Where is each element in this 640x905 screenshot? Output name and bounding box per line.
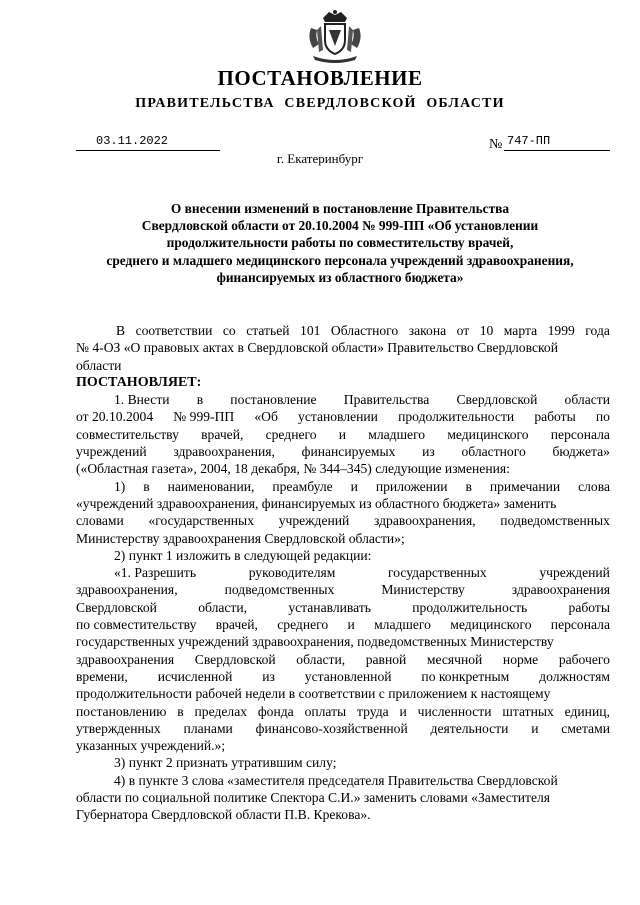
word: здравоохранения, bbox=[76, 582, 178, 598]
body-line: области по социальной политике Спектора С.И.» заменить словами «Заместителя bbox=[76, 790, 551, 806]
word: труда bbox=[357, 703, 389, 719]
body-line bbox=[76, 668, 610, 685]
word: года bbox=[585, 323, 610, 338]
body-line bbox=[76, 720, 610, 737]
word: пределах bbox=[194, 703, 248, 719]
word: равной bbox=[365, 651, 407, 667]
word: планами bbox=[183, 720, 233, 736]
word: здравоохранения, bbox=[374, 513, 476, 529]
date-field: 03.11.2022 bbox=[76, 133, 220, 151]
document-heading bbox=[70, 200, 610, 286]
word: деятельности bbox=[430, 720, 509, 736]
word: единиц, bbox=[564, 703, 610, 719]
word: должностям bbox=[539, 668, 610, 684]
number-label: № bbox=[489, 137, 503, 152]
word: области bbox=[564, 392, 610, 408]
body-line: 2) пункт 1 изложить в следующей редакции: bbox=[114, 547, 372, 563]
word: постановлению bbox=[76, 703, 167, 719]
word: № 999-ПП bbox=[173, 409, 235, 425]
word: финансируемых bbox=[301, 444, 396, 460]
body-line bbox=[76, 703, 610, 720]
word: Правительства bbox=[343, 392, 430, 408]
word: утвержденных bbox=[76, 720, 161, 736]
body-line: государственных учреждений здравоохранения, подведомственных Министерству bbox=[76, 634, 554, 650]
body-line: («Областная газета», 2004, 18 декабря, № 344–345) следующие изменения: bbox=[76, 461, 510, 477]
word: примечании bbox=[489, 478, 561, 494]
number-field: 747-ПП bbox=[504, 133, 610, 151]
word: подведомственных bbox=[500, 513, 610, 529]
word: здравоохранения, bbox=[173, 444, 275, 460]
word: государственных bbox=[387, 565, 487, 581]
word: Свердловской bbox=[194, 651, 276, 667]
word: 101 bbox=[300, 323, 321, 338]
word: оплаты bbox=[304, 703, 347, 719]
word: устанавливать bbox=[288, 599, 371, 615]
body-line bbox=[76, 581, 610, 598]
body-line bbox=[76, 322, 610, 339]
body-line bbox=[76, 443, 610, 460]
body-line bbox=[76, 426, 610, 443]
body-line bbox=[76, 391, 610, 408]
word: учреждений bbox=[76, 444, 147, 460]
body-line bbox=[76, 408, 610, 425]
body-line bbox=[76, 512, 610, 529]
document-subtitle: ПРАВИТЕЛЬСТВА СВЕРДЛОВСКОЙ ОБЛАСТИ bbox=[135, 96, 505, 111]
word: областного bbox=[461, 444, 526, 460]
word: постановление bbox=[230, 392, 317, 408]
word: месячной bbox=[426, 651, 483, 667]
body-line: «учреждений здравоохранения, финансируемых из областного бюджета» заменить bbox=[76, 495, 557, 511]
body-line: Министерству здравоохранения Свердловской области»; bbox=[76, 530, 405, 546]
word: Министерству bbox=[381, 582, 465, 598]
word: соответствии bbox=[135, 323, 213, 338]
document-title: ПОСТАНОВЛЕНИЕ bbox=[217, 66, 423, 90]
word: приложении bbox=[375, 478, 448, 494]
word: Областного bbox=[330, 323, 399, 338]
word: установленной bbox=[304, 668, 392, 684]
word: врачей, bbox=[215, 617, 258, 633]
word: подведомственных bbox=[224, 582, 335, 598]
word: младшего bbox=[374, 617, 431, 633]
word: работы bbox=[534, 409, 576, 425]
word: и bbox=[347, 617, 355, 633]
word: из bbox=[262, 668, 275, 684]
word: 1999 bbox=[547, 323, 575, 338]
word: финансово-хозяйственной bbox=[255, 720, 408, 736]
word: и bbox=[350, 478, 358, 494]
word: от 20.10.2004 bbox=[76, 409, 154, 425]
body-line: продолжительности рабочей недели в соответствии с приложением к настоящему bbox=[76, 686, 551, 702]
word: и bbox=[338, 426, 347, 442]
word: бюджета» bbox=[552, 444, 610, 460]
word: Свердловской bbox=[76, 599, 157, 615]
word: руководителям bbox=[248, 565, 336, 581]
word: из bbox=[422, 444, 435, 460]
word: продолжительность bbox=[412, 599, 528, 615]
body-line: Губернатора Свердловской области П.В. Крекова». bbox=[76, 807, 371, 823]
heading-line: среднего и младшего медицинского персонала учреждений здравоохранения, bbox=[106, 252, 574, 268]
word: в bbox=[177, 703, 184, 719]
word: слова bbox=[578, 478, 610, 494]
word: от bbox=[456, 323, 470, 338]
word: среднего bbox=[265, 426, 317, 442]
word: персонала bbox=[550, 617, 610, 633]
body-line bbox=[76, 564, 610, 581]
word: в bbox=[196, 392, 204, 408]
body-line bbox=[76, 599, 610, 616]
body-line bbox=[76, 651, 610, 668]
body-line: 4) в пункте 3 слова «заместителя председателя Правительства Свердловской bbox=[114, 772, 558, 788]
body-line bbox=[76, 478, 610, 495]
body-line: № 4-ОЗ «О правовых актах в Свердловской области» Правительство Свердловской bbox=[76, 340, 558, 356]
word: Свердловской bbox=[456, 392, 538, 408]
word: марта bbox=[503, 323, 538, 338]
coat-of-arms-icon bbox=[303, 8, 367, 64]
word: исчисленной bbox=[157, 668, 233, 684]
body-line: 3) пункт 2 признать утратившим силу; bbox=[114, 755, 337, 771]
word: и bbox=[399, 703, 407, 719]
word: в bbox=[465, 478, 472, 494]
word: совместительству bbox=[76, 426, 179, 442]
word: медицинского bbox=[447, 426, 529, 442]
word: «Об bbox=[254, 409, 278, 425]
heading-line: Свердловской области от 20.10.2004 № 999-ПП «Об установлении bbox=[141, 218, 539, 234]
word: медицинского bbox=[450, 617, 532, 633]
word: по конкретным bbox=[421, 668, 510, 684]
heading-line: продолжительности работы по совместительству врачей, bbox=[166, 235, 514, 251]
word: продолжительности bbox=[398, 409, 515, 425]
word: «1. Разрешить bbox=[114, 565, 197, 581]
word: штатных bbox=[502, 703, 554, 719]
word: по совместительству bbox=[76, 617, 197, 633]
word: сметами bbox=[561, 720, 610, 736]
word: здравоохранения bbox=[511, 582, 610, 598]
word: установлении bbox=[298, 409, 378, 425]
word: и bbox=[531, 720, 539, 736]
document-body bbox=[76, 322, 610, 824]
word: учреждений bbox=[278, 513, 350, 529]
word: по bbox=[595, 409, 610, 425]
word: области, bbox=[296, 651, 346, 667]
word: работы bbox=[568, 599, 610, 615]
body-line: указанных учреждений.»; bbox=[76, 738, 226, 754]
word: со bbox=[222, 323, 236, 338]
word: преамбуле bbox=[272, 478, 333, 494]
word: в bbox=[143, 478, 150, 494]
word: 10 bbox=[479, 323, 494, 338]
word: младшего bbox=[368, 426, 426, 442]
word: 1) bbox=[114, 478, 126, 494]
word: здравоохранения bbox=[76, 651, 175, 667]
body-line bbox=[76, 616, 610, 633]
resolves-label: ПОСТАНОВЛЯЕТ: bbox=[76, 374, 202, 390]
word: словами bbox=[76, 513, 124, 529]
word: фонда bbox=[257, 703, 294, 719]
word: норме bbox=[502, 651, 539, 667]
word: В bbox=[116, 323, 126, 338]
word: врачей, bbox=[201, 426, 244, 442]
word: наименовании, bbox=[167, 478, 255, 494]
word: 1. Внести bbox=[114, 392, 170, 408]
heading-line: О внесении изменений в постановление Правительства bbox=[170, 201, 510, 216]
word: учреждений bbox=[539, 565, 610, 581]
word: «государственных bbox=[148, 513, 254, 529]
word: рабочего bbox=[558, 651, 610, 667]
body-line: области bbox=[76, 357, 122, 373]
word: персонала bbox=[550, 426, 610, 442]
word: статьей bbox=[246, 323, 290, 338]
word: области, bbox=[198, 599, 248, 615]
word: закона bbox=[408, 323, 447, 338]
word: численности bbox=[417, 703, 492, 719]
word: среднего bbox=[277, 617, 329, 633]
city: г. Екатеринбург bbox=[276, 151, 364, 166]
word: времени, bbox=[76, 668, 128, 684]
heading-line: финансируемых из областного бюджета» bbox=[216, 269, 464, 285]
